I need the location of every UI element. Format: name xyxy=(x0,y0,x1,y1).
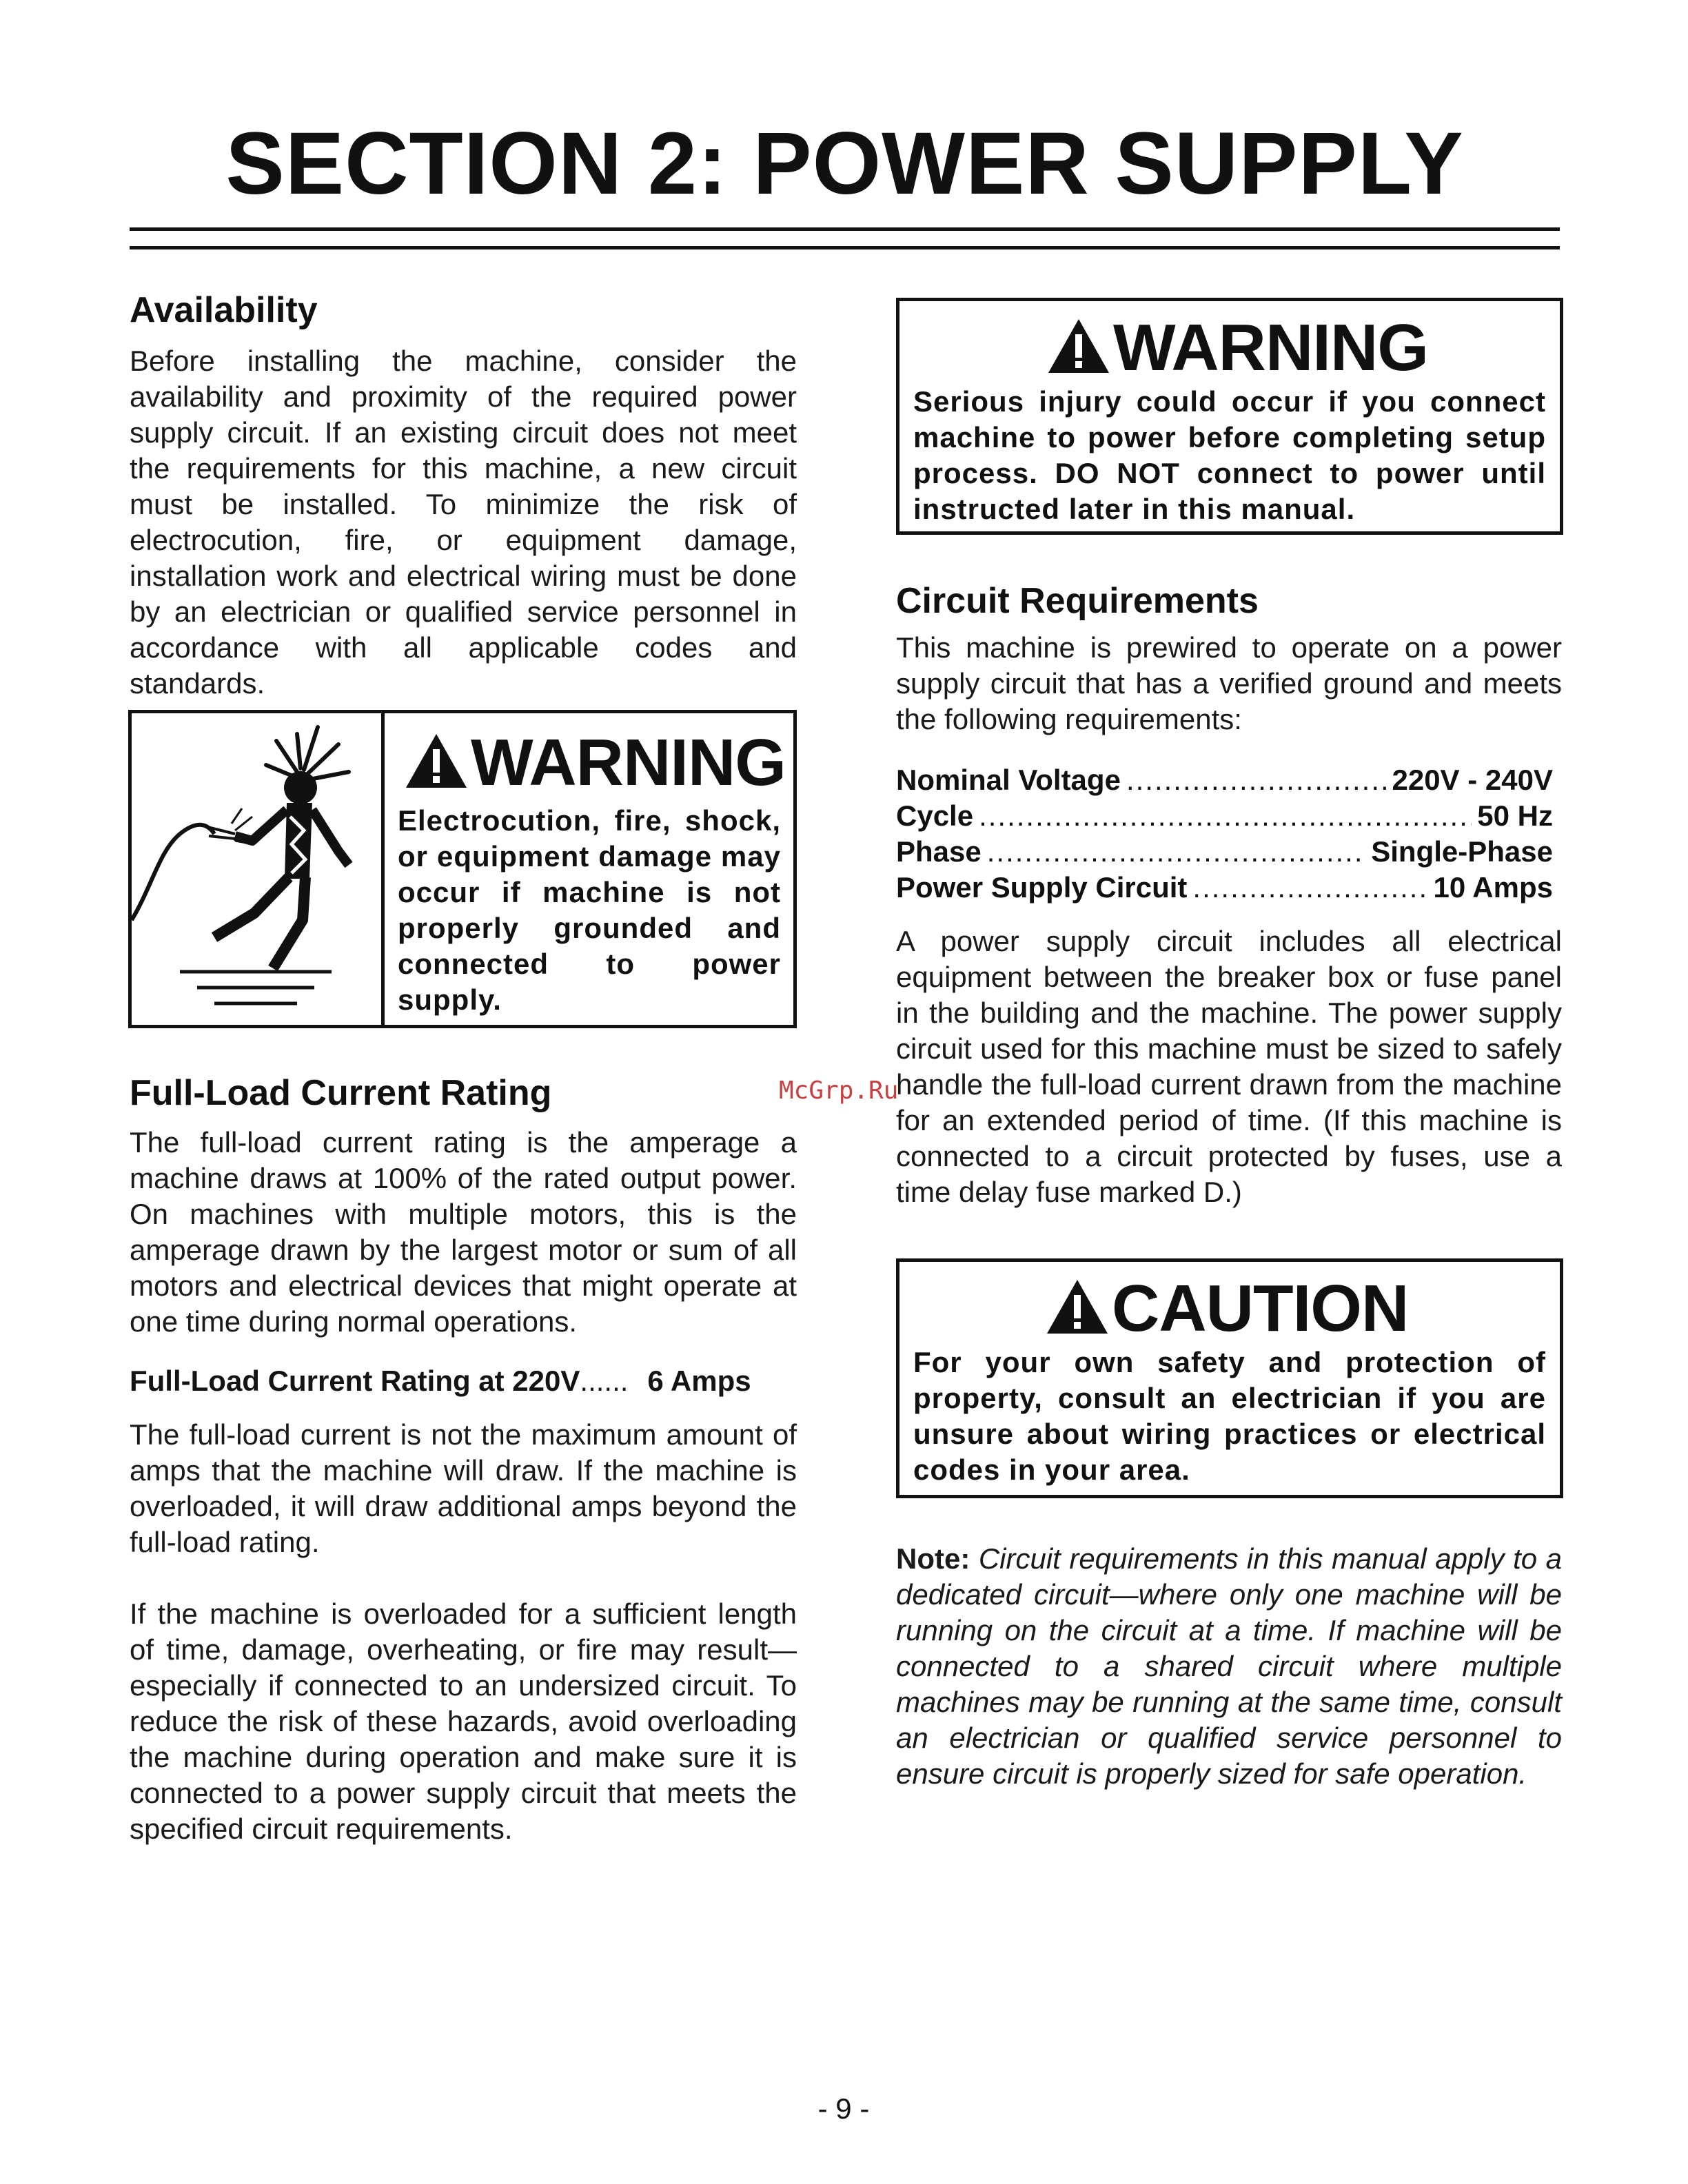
spec-label: Nominal Voltage xyxy=(896,764,1121,796)
spec-value: Single-Phase xyxy=(1371,835,1553,868)
full-load-rating-line xyxy=(130,1363,751,1399)
warning-triangle-icon xyxy=(1047,318,1110,374)
page-number: - 9 - xyxy=(817,2092,870,2125)
warning-title xyxy=(1047,311,1428,385)
spec-row-circuit xyxy=(896,870,1553,906)
grounding-warning-box xyxy=(128,710,797,1028)
warning-title xyxy=(405,728,786,797)
spec-leader xyxy=(987,834,1365,870)
circuit-heading: Circuit Requirements xyxy=(896,581,1259,621)
page-title: SECTION 2: POWER SUPPLY xyxy=(225,114,1464,213)
watermark: McGrp.Ru xyxy=(779,1076,899,1105)
warning-title-text: WARNING xyxy=(471,726,786,799)
availability-body: Before installing the machine, consider the availability and proximity of the required power supply circuit. If an existing circuit does not meet the requirements for this machine, a new circuit must be installed. To minimize the risk of electrocution, fire, or equipment damage, installation work and electrical wiring must be done by an electrician or qualified service personnel in accordance with all applicable codes and standards. xyxy=(130,345,797,700)
caution-title-text: CAUTION xyxy=(1112,1272,1409,1345)
full-load-body-1: The full-load current rating is the amperage a machine draws at 100% of the rated output power. On machines with multiple motors, this is the amperage drawn by the largest motor or sum of all motors and electrical devices that might operate at one time during normal operations. xyxy=(130,1126,797,1338)
full-load-heading: Full-Load Current Rating xyxy=(130,1073,552,1113)
caution-text: For your own safety and protection of property, consult an electrician if you are unsure about wiring practices or electrical codes in your area. xyxy=(913,1346,1546,1486)
full-load-rating-label: Full-Load Current Rating at 220V xyxy=(130,1365,580,1397)
spec-leader xyxy=(979,798,1472,834)
availability-heading: Availability xyxy=(130,290,318,330)
spec-leader xyxy=(1192,870,1427,906)
note-text: Circuit requirements in this manual apply to a dedicated circuit—where only one machine will be running on the circuit at a time. If machine will be connected to a shared circuit where multiple machines may be running at the same time, consult an electrician or qualified service personnel to ensure circuit is properly sized for safe operation. xyxy=(896,1542,1563,1790)
note-label: Note: xyxy=(896,1542,970,1575)
circuit-intro: This machine is prewired to operate on a power supply circuit that has a verified ground and meets the following requirements: xyxy=(896,631,1562,735)
setup-warning-text: Serious injury could occur if you connect machine to power before completing setup process. DO NOT connect to power until instructed later in this manual. xyxy=(913,385,1546,525)
electrocution-hazard-icon xyxy=(132,713,385,1025)
full-load-rating-value: 6 Amps xyxy=(647,1365,751,1397)
note-paragraph xyxy=(896,1541,1562,1792)
title-rule-bottom xyxy=(130,246,1560,249)
spec-value: 50 Hz xyxy=(1477,799,1553,832)
caution-triangle-icon xyxy=(1046,1278,1109,1335)
caution-title xyxy=(1046,1274,1408,1343)
circuit-body: A power supply circuit includes all electrical equipment between the breaker box or fuse panel in the building and the machine. The power supply circuit used for this machine must be sized to safely handle the full-load current drawn from the machine for an extended period of time. (If this machine is connected to a circuit protected by fuses, use a time delay fuse marked D.) xyxy=(896,925,1562,1208)
caution-box xyxy=(896,1258,1563,1498)
warning-title-text: WARNING xyxy=(1113,311,1428,385)
warning-triangle-icon xyxy=(405,733,468,789)
grounding-warning-text: Electrocution, fire, shock, or equipment damage may occur if machine is not properly grounded and connected to power supply. xyxy=(398,804,781,1016)
full-load-body-2: The full-load current is not the maximum amount of amps that the machine will draw. If the machine is overloaded, it will draw additional amps beyond the full-load rating. xyxy=(130,1418,797,1558)
full-load-body-3: If the machine is overloaded for a sufficient length of time, damage, overheating, or fire may result—especially if connected to an undersized circuit. To reduce the risk of these hazards, avoid overloading the machine during operation and make sure it is connected to a power supply circuit that meets the specified circuit requirements. xyxy=(130,1598,797,1845)
spec-label: Phase xyxy=(896,835,982,868)
spec-row-voltage xyxy=(896,762,1553,798)
spec-row-cycle xyxy=(896,798,1553,834)
setup-warning-box xyxy=(896,298,1563,535)
title-rule-top xyxy=(130,227,1560,231)
spec-leader xyxy=(1126,762,1387,798)
spec-label: Power Supply Circuit xyxy=(896,871,1188,904)
spec-row-phase xyxy=(896,834,1553,870)
spec-value: 220V - 240V xyxy=(1392,764,1553,796)
spec-value: 10 Amps xyxy=(1433,871,1553,904)
spec-label: Cycle xyxy=(896,799,974,832)
full-load-rating-dots: ...... xyxy=(580,1365,629,1397)
